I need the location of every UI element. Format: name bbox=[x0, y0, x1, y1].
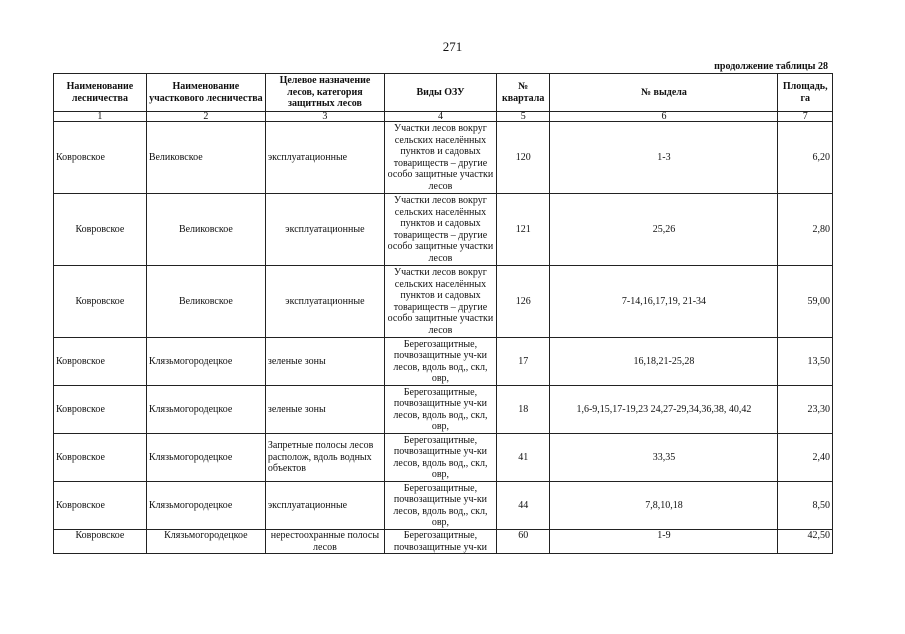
forest-table bbox=[53, 73, 833, 554]
column-number: 3 bbox=[265, 112, 384, 122]
table-row bbox=[54, 530, 833, 554]
cell-purpose: зеленые зоны bbox=[265, 338, 384, 386]
cell-quarter: 60 bbox=[496, 530, 549, 554]
cell-purpose: эксплуатационные bbox=[265, 122, 384, 194]
cell-ozu: Участки лесов вокруг сельских населённых пунктов и садовых товариществ – другие особо защитные участки лесов bbox=[384, 122, 496, 194]
header-forestry: Наименование лесничества bbox=[54, 74, 147, 112]
cell-area: 59,00 bbox=[778, 266, 833, 338]
cell-forestry: Ковровское bbox=[54, 482, 147, 530]
page-number: 271 bbox=[442, 39, 463, 54]
cell-district: Клязьмогородецкое bbox=[146, 530, 265, 554]
column-number: 1 bbox=[54, 112, 147, 122]
cell-ozu: Берегозащитные, почвозащитные уч-ки лесов, вдоль вод,, скл, овр, bbox=[384, 386, 496, 434]
cell-plots: 7,8,10,18 bbox=[550, 482, 778, 530]
header-plots: № выдела bbox=[550, 74, 778, 112]
cell-plots: 1-3 bbox=[550, 122, 778, 194]
cell-forestry: Ковровское bbox=[54, 386, 147, 434]
cell-district: Клязьмогородецкое bbox=[146, 386, 265, 434]
column-number: 7 bbox=[778, 112, 833, 122]
cell-district: Великовское bbox=[146, 266, 265, 338]
table-row bbox=[54, 338, 833, 386]
cell-ozu: Берегозащитные, почвозащитные уч-ки лесов, вдоль вод,, скл, овр, bbox=[384, 482, 496, 530]
cell-purpose: зеленые зоны bbox=[265, 386, 384, 434]
cell-quarter: 44 bbox=[496, 482, 549, 530]
cell-district: Великовское bbox=[146, 122, 265, 194]
cell-plots: 33,35 bbox=[550, 434, 778, 482]
cell-ozu: Берегозащитные, почвозащитные уч-ки лесов, вдоль вод,, скл, овр, bbox=[384, 434, 496, 482]
cell-plots: 1-9 bbox=[550, 530, 778, 554]
cell-ozu: Берегозащитные, почвозащитные уч-ки лесов, вдоль вод,, скл, овр, bbox=[384, 338, 496, 386]
cell-area: 23,30 bbox=[778, 386, 833, 434]
table-row bbox=[54, 386, 833, 434]
cell-district: Великовское bbox=[146, 194, 265, 266]
cell-plots: 25,26 bbox=[550, 194, 778, 266]
cell-forestry: Ковровское bbox=[54, 122, 147, 194]
cell-quarter: 121 bbox=[496, 194, 549, 266]
cell-area: 6,20 bbox=[778, 122, 833, 194]
cell-district: Клязьмогородецкое bbox=[146, 338, 265, 386]
cell-ozu: Участки лесов вокруг сельских населённых пунктов и садовых товариществ – другие особо защитные участки лесов bbox=[384, 266, 496, 338]
column-number: 5 bbox=[496, 112, 549, 122]
cell-quarter: 18 bbox=[496, 386, 549, 434]
cell-purpose: эксплуатационные bbox=[265, 482, 384, 530]
column-number: 6 bbox=[550, 112, 778, 122]
column-number: 4 bbox=[384, 112, 496, 122]
cell-quarter: 17 bbox=[496, 338, 549, 386]
cell-quarter: 120 bbox=[496, 122, 549, 194]
cell-forestry: Ковровское bbox=[54, 338, 147, 386]
cell-plots: 1,6-9,15,17-19,23 24,27-29,34,36,38, 40,42 bbox=[550, 386, 778, 434]
cell-area: 2,80 bbox=[778, 194, 833, 266]
header-district: Наименование участкового лесничества bbox=[146, 74, 265, 112]
cell-purpose: эксплуатационные bbox=[265, 266, 384, 338]
cell-district: Клязьмогородецкое bbox=[146, 434, 265, 482]
cell-district: Клязьмогородецкое bbox=[146, 482, 265, 530]
cell-quarter: 41 bbox=[496, 434, 549, 482]
table-row bbox=[54, 194, 833, 266]
cell-purpose: эксплуатационные bbox=[265, 194, 384, 266]
cell-forestry: Ковровское bbox=[54, 194, 147, 266]
cell-purpose: нерестоохранные полосы лесов bbox=[265, 530, 384, 554]
table-row bbox=[54, 482, 833, 530]
table-row bbox=[54, 122, 833, 194]
header-row bbox=[54, 74, 833, 112]
cell-forestry: Ковровское bbox=[54, 266, 147, 338]
cell-area: 42,50 bbox=[778, 530, 833, 554]
cell-plots: 7-14,16,17,19, 21-34 bbox=[550, 266, 778, 338]
cell-purpose: Запретные полосы лесов располож, вдоль водных объектов bbox=[265, 434, 384, 482]
header-purpose: Целевое назначение лесов, категория защитных лесов bbox=[265, 74, 384, 112]
table-row bbox=[54, 434, 833, 482]
header-ozu: Виды ОЗУ bbox=[384, 74, 496, 112]
cell-area: 2,40 bbox=[778, 434, 833, 482]
cell-area: 8,50 bbox=[778, 482, 833, 530]
cell-plots: 16,18,21-25,28 bbox=[550, 338, 778, 386]
cell-ozu: Берегозащитные, почвозащитные уч-ки bbox=[384, 530, 496, 554]
cell-quarter: 126 bbox=[496, 266, 549, 338]
header-quarter: № квартала bbox=[496, 74, 549, 112]
table-row bbox=[54, 266, 833, 338]
column-number-row bbox=[54, 112, 833, 122]
column-number: 2 bbox=[146, 112, 265, 122]
cell-ozu: Участки лесов вокруг сельских населённых пунктов и садовых товариществ – другие особо защитные участки лесов bbox=[384, 194, 496, 266]
cell-forestry: Ковровское bbox=[54, 434, 147, 482]
header-area: Площадь, га bbox=[778, 74, 833, 112]
table-continuation-note: продолжение таблицы 28 bbox=[714, 61, 828, 72]
cell-forestry: Ковровское bbox=[54, 530, 147, 554]
cell-area: 13,50 bbox=[778, 338, 833, 386]
